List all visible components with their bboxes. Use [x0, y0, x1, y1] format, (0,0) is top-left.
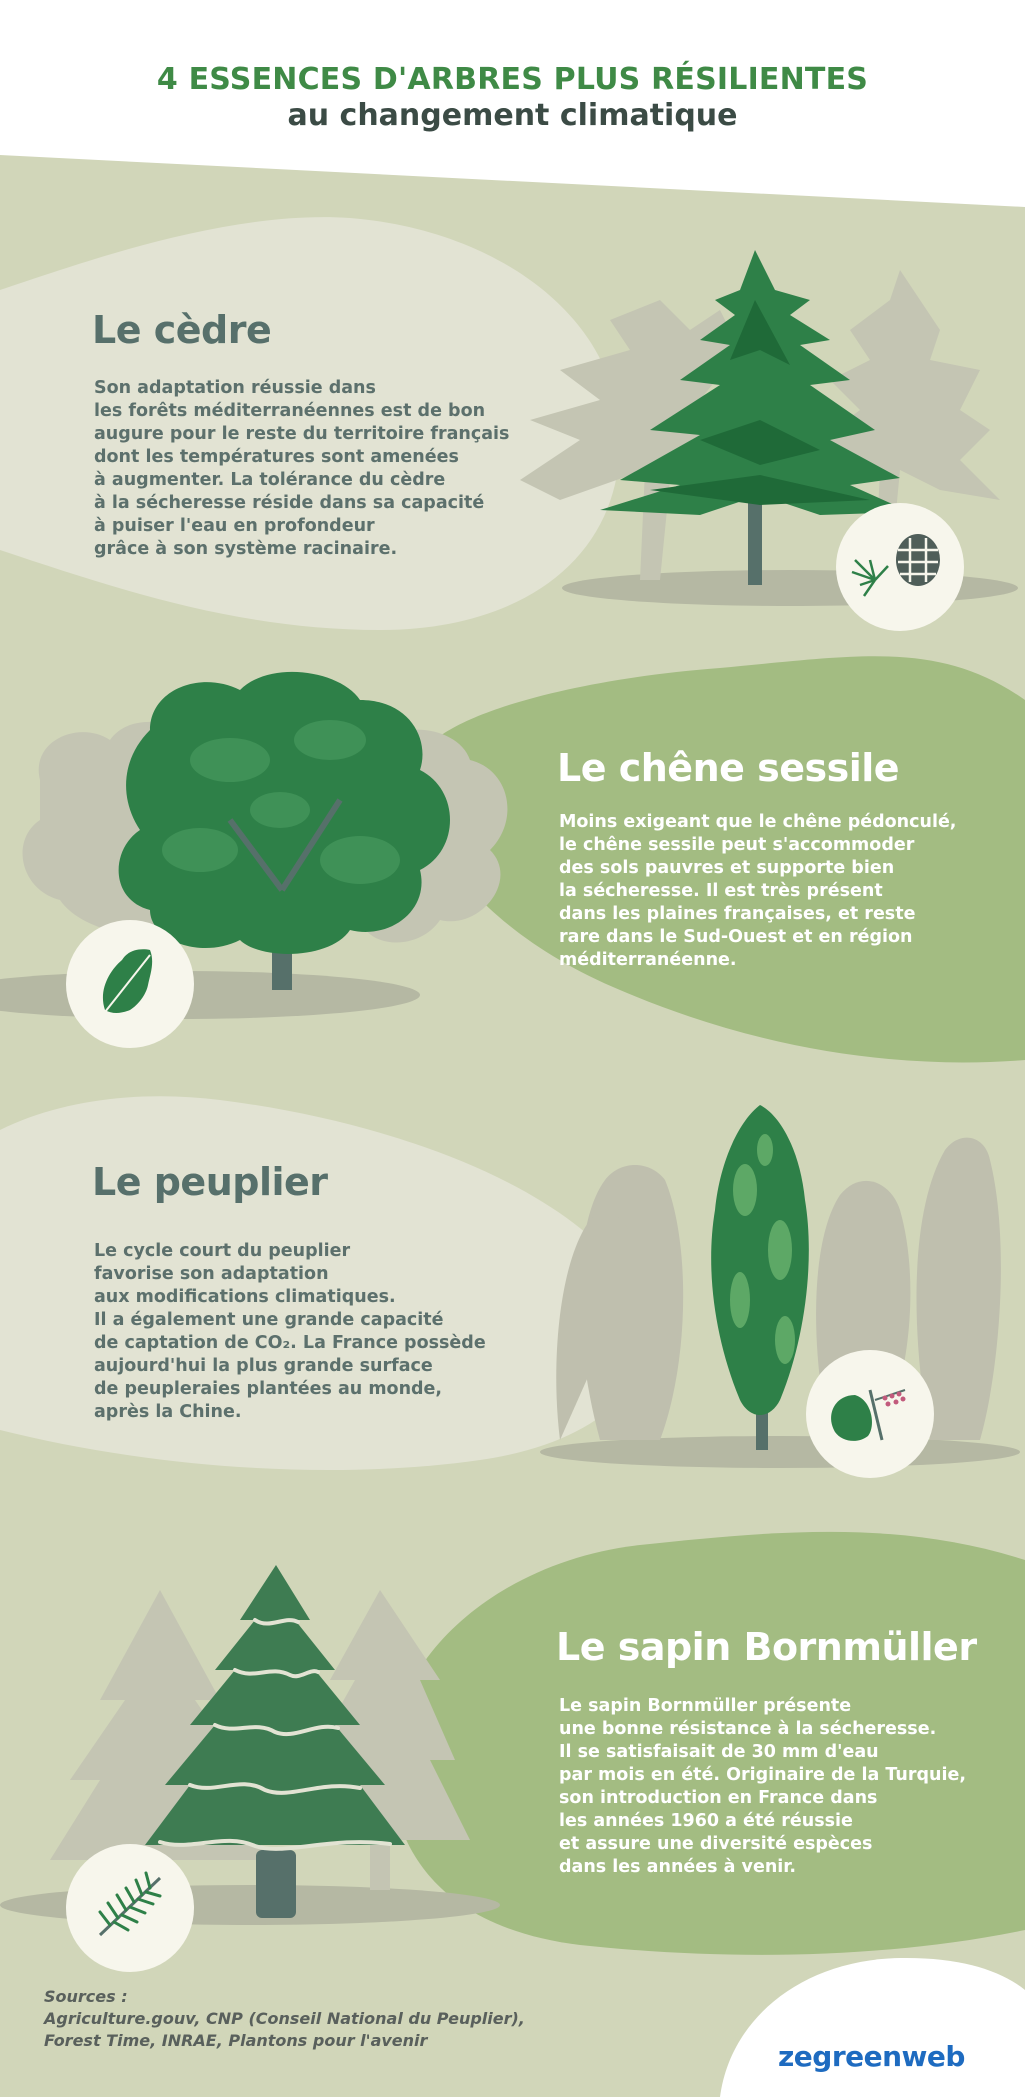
section-title-cedar: Le cèdre	[92, 308, 272, 352]
oak-leaf-icon	[66, 920, 194, 1048]
section-text-fir: Le sapin Bornmüller présente une bonne résistance à la sécheresse. Il se satisfaisait de 30 mm d'eau par mois en été. Originaire de la Turquie, son introduction en France dans les années 1960 a été réussie et assure une diversité espèces dans les années à venir.	[559, 1696, 966, 1877]
sources-line: Forest Time, INRAE, Plantons pour l'avenir	[44, 2031, 428, 2050]
brand-logo[interactable]: zegreenweb	[778, 2040, 965, 2073]
section-text-poplar: Le cycle court du peuplier favorise son adaptation aux modifications climatiques. Il a également une grande capacité de captation de CO₂. La France possède aujourd'hui la plus grande surface de peupleraies plantées au monde, après la Chine.	[94, 1241, 486, 1422]
page-title: 4 ESSENCES D'ARBRES PLUS RÉSILIENTES	[156, 62, 869, 97]
sources-label: Sources :	[44, 1987, 128, 2006]
page-subtitle: au changement climatique	[287, 98, 738, 133]
section-title-fir: Le sapin Bornmüller	[556, 1625, 977, 1669]
section-title-oak: Le chêne sessile	[557, 746, 900, 790]
section-title-poplar: Le peuplier	[92, 1160, 328, 1204]
sources	[44, 1986, 525, 2052]
sources-line: Agriculture.gouv, CNP (Conseil National du Peuplier),	[44, 2009, 525, 2028]
poplar-leaf-catkin-icon	[806, 1350, 934, 1478]
section-text-oak: Moins exigeant que le chêne pédonculé, le chêne sessile peut s'accommoder des sols pauvres et supporte bien la sécheresse. Il est très présent dans les plaines françaises, et reste rare dans le Sud-Ouest et en région méditerranéenne.	[559, 812, 957, 970]
fir-branch-icon	[66, 1844, 194, 1972]
section-text-cedar: Son adaptation réussie dans les forêts méditerranéennes est de bon augure pour le reste du territoire français dont les températures sont amenées à augmenter. La tolérance du cèdre à la sécheresse réside dans sa capacité à puiser l'eau en profondeur grâce à son système racinaire.	[94, 378, 510, 559]
cedar-cone-icon	[836, 503, 964, 631]
